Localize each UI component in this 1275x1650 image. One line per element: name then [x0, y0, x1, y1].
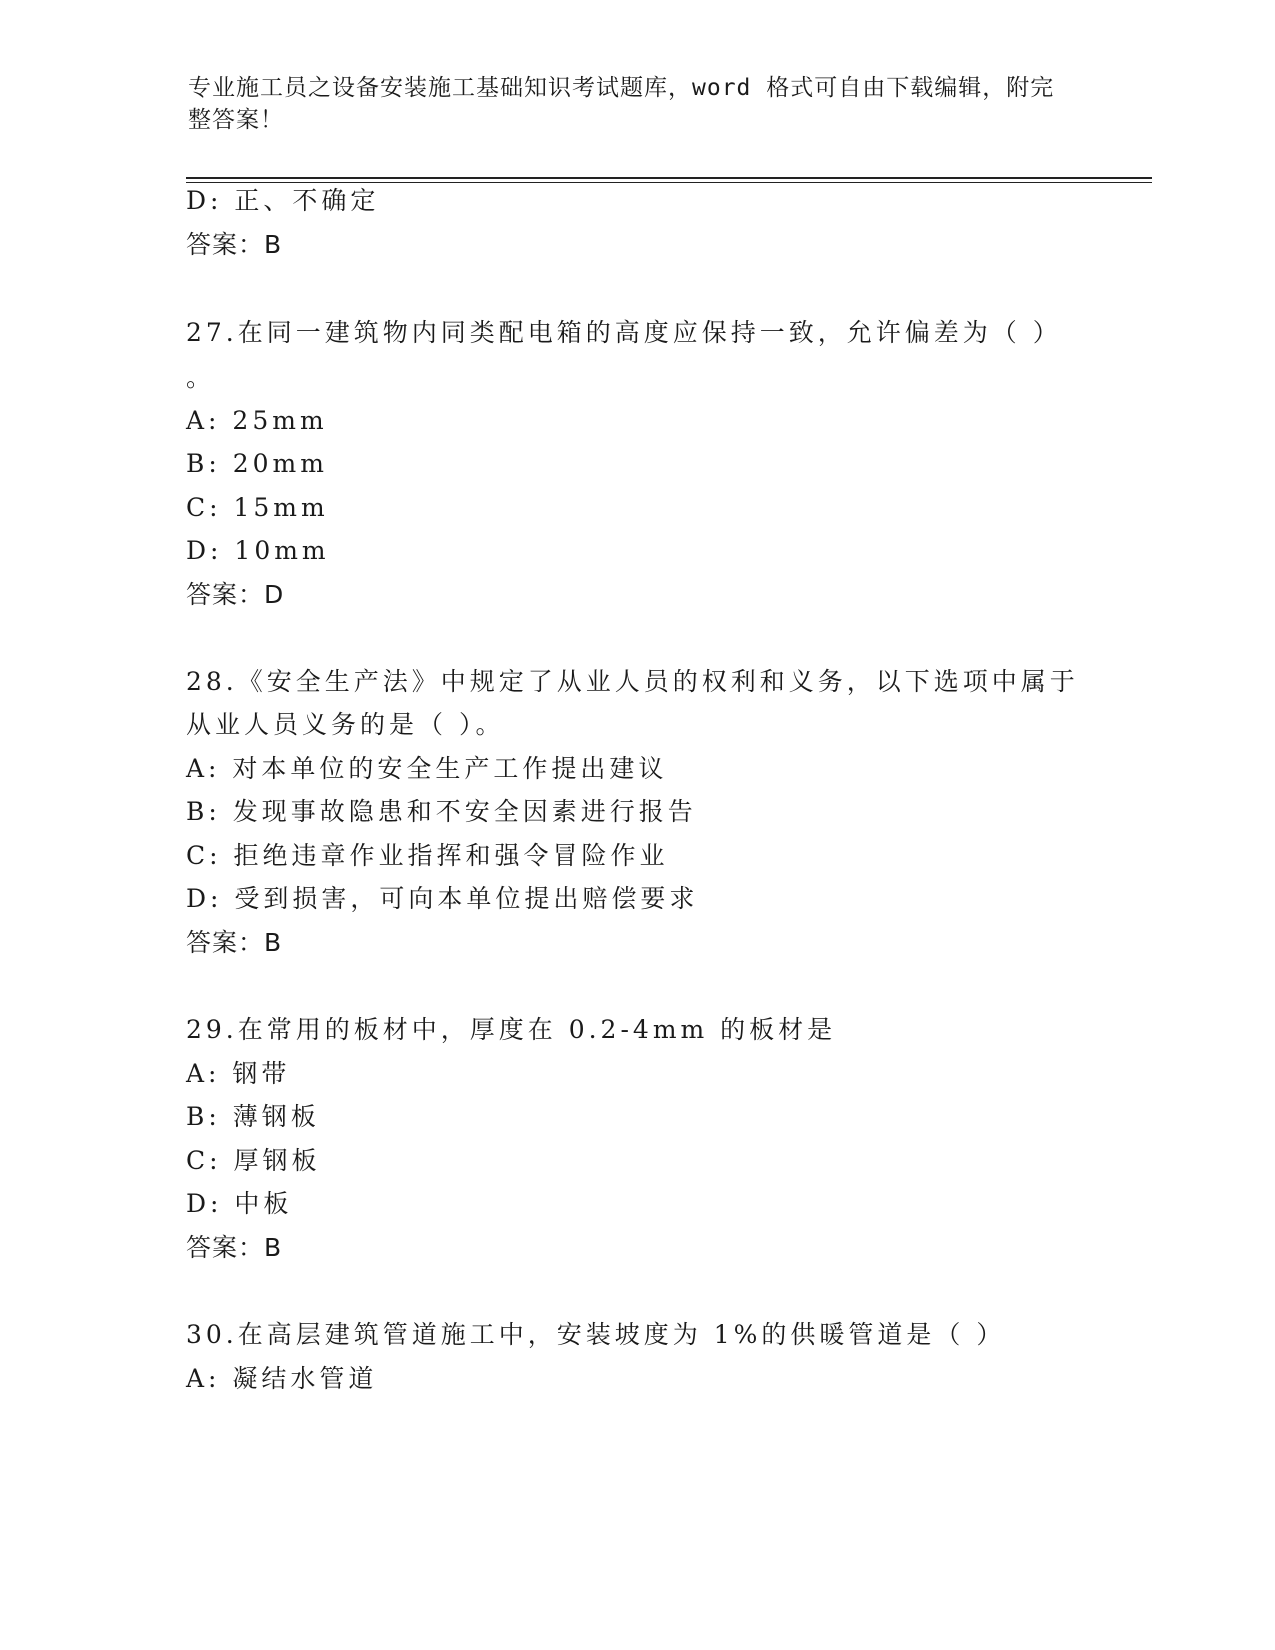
answer-line: 答案：B: [186, 230, 283, 259]
option-line: D: 受到损害，可向本单位提出赔偿要求: [186, 884, 699, 913]
option-line: C: 15mm: [186, 493, 329, 522]
option-line: D: 正、不确定: [186, 186, 380, 215]
option-line: A: 对本单位的安全生产工作提出建议: [186, 754, 668, 783]
option-line: B: 发现事故隐患和不安全因素进行报告: [186, 797, 697, 826]
option-line: B: 20mm: [186, 449, 328, 478]
answer-line: 答案：D: [186, 580, 285, 609]
answer-line: 答案：B: [186, 928, 283, 957]
option-line: B: 薄钢板: [186, 1102, 320, 1131]
option-line: A: 25mm: [186, 406, 328, 435]
option-line: C: 拒绝违章作业指挥和强令冒险作业: [186, 841, 669, 870]
page-header: [188, 72, 1078, 136]
option-line: A: 钢带: [186, 1059, 291, 1088]
option-line: D: 中板: [186, 1189, 293, 1218]
question-stem: 30.在高层建筑管道施工中，安装坡度为 1%的供暖管道是（ ）: [186, 1320, 1006, 1349]
question-stem: 。: [186, 363, 216, 392]
question-stem: 27.在同一建筑物内同类配电箱的高度应保持一致，允许偏差为（ ）: [186, 318, 1062, 347]
header-rule: [186, 182, 1152, 183]
answer-line: 答案：B: [186, 1233, 283, 1262]
option-line: D: 10mm: [186, 536, 330, 565]
header-line-1: 专业施工员之设备安装施工基础知识考试题库，word 格式可自由下载编辑，附完: [188, 75, 1055, 101]
question-stem: 从业人员义务的是（ ）。: [186, 710, 505, 739]
option-line: A: 凝结水管道: [186, 1364, 378, 1393]
option-line: C: 厚钢板: [186, 1146, 321, 1175]
header-rule: [186, 177, 1152, 179]
question-stem: 28.《安全生产法》中规定了从业人员的权利和义务，以下选项中属于: [186, 667, 1079, 696]
question-stem: 29.在常用的板材中，厚度在 0.2-4mm 的板材是: [186, 1015, 837, 1044]
header-line-2: 整答案！: [188, 107, 284, 133]
